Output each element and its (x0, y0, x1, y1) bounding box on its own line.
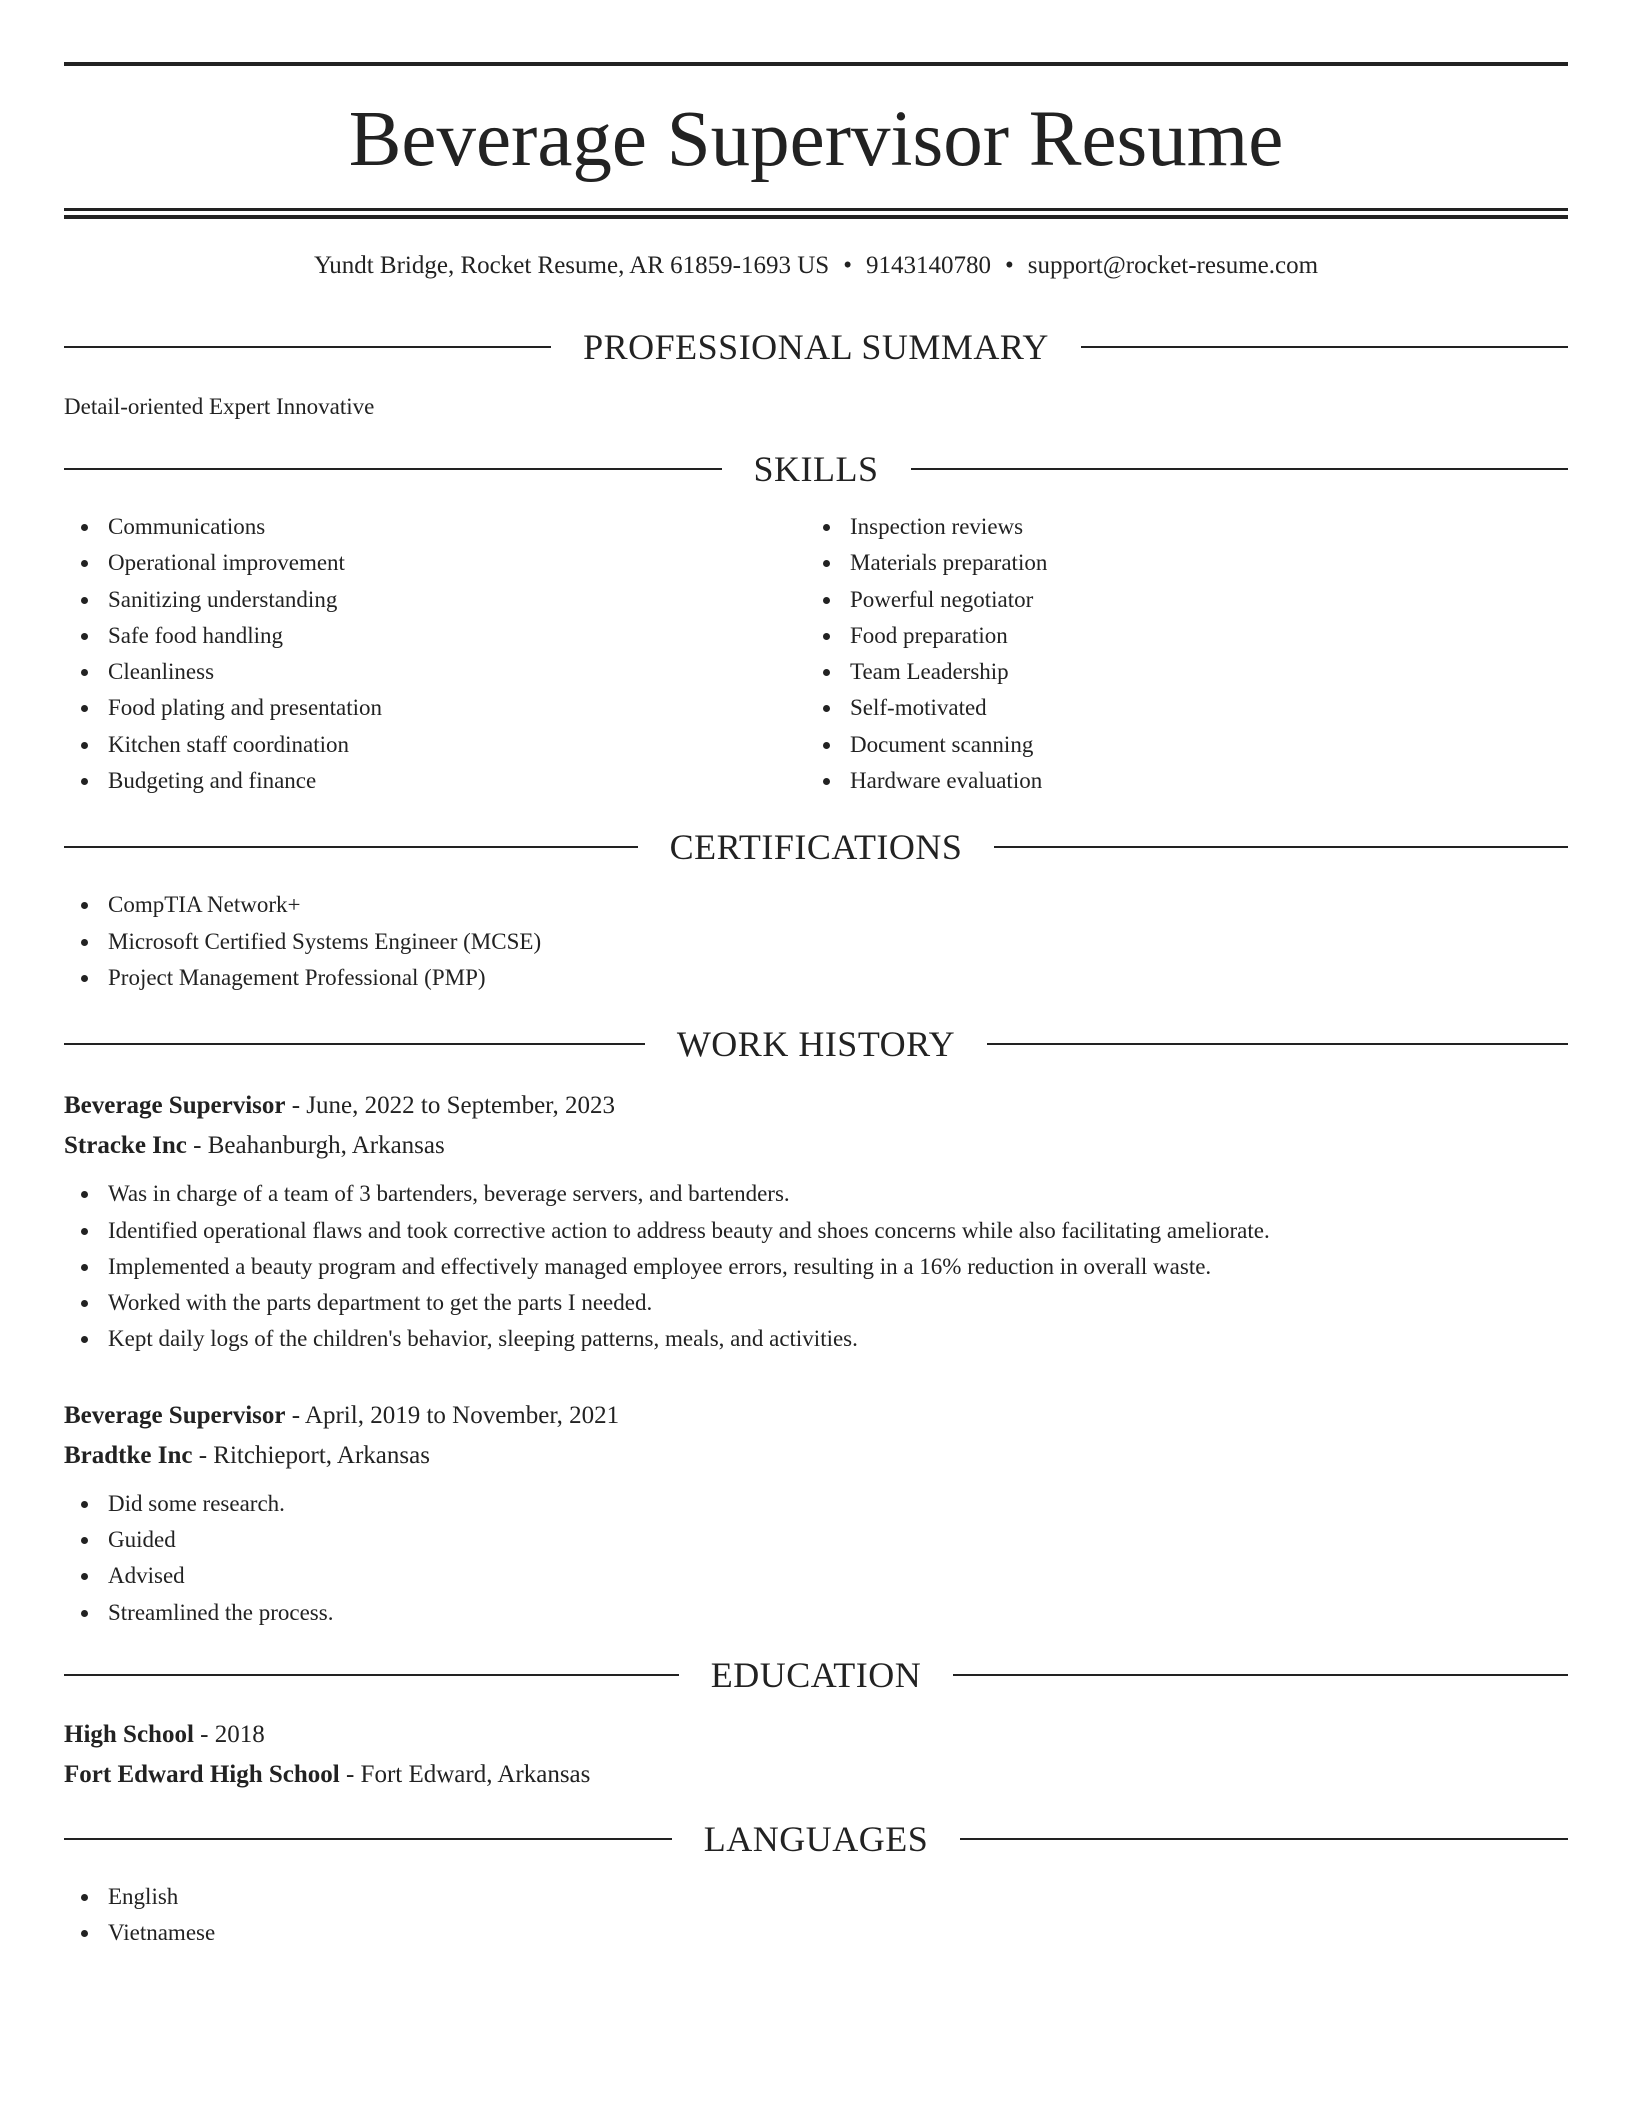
certification-item: Project Management Professional (PMP) (64, 960, 1568, 996)
job-bullet: Identified operational flaws and took corrective action to address beauty and shoes concerns while also facilitating ameliorate. (64, 1213, 1568, 1249)
section-header-education (64, 1653, 1568, 1697)
job-location: - Ritchieport, Arkansas (192, 1441, 430, 1469)
skill-item: Operational improvement (64, 545, 806, 581)
skill-item: Team Leadership (806, 654, 1548, 690)
skill-item: Food preparation (806, 618, 1548, 654)
contact-separator: • (843, 252, 852, 279)
skill-item: Hardware evaluation (806, 763, 1548, 799)
job-company: Bradtke Inc (64, 1441, 193, 1469)
skills-list-left (64, 509, 806, 799)
section-title: PROFESSIONAL SUMMARY (583, 327, 1049, 367)
job-company: Stracke Inc (64, 1132, 187, 1160)
top-rule (64, 62, 1568, 66)
header-rule (64, 846, 638, 848)
header-rule (911, 468, 1569, 470)
job-role: Beverage Supervisor (64, 1401, 286, 1429)
contact-email: support@rocket-resume.com (1027, 252, 1319, 279)
section-title: EDUCATION (710, 1654, 922, 1695)
certifications-list (64, 887, 1568, 996)
job-bullet: Kept daily logs of the children's behavior, sleeping patterns, meals, and activities. (64, 1321, 1568, 1357)
header-rule (64, 1838, 672, 1840)
section-title: CERTIFICATIONS (669, 827, 963, 868)
header-rule (64, 468, 722, 470)
skill-item: Sanitizing understanding (64, 582, 806, 618)
languages-list (64, 1879, 1568, 1952)
job-role: Beverage Supervisor (64, 1092, 286, 1120)
education-school: Fort Edward High School (64, 1760, 340, 1788)
job-bullet: Streamlined the process. (64, 1595, 1568, 1631)
header-rule (994, 846, 1568, 848)
language-item: Vietnamese (64, 1915, 1568, 1951)
job-entry (64, 1086, 1568, 1357)
section-header-summary (64, 325, 1568, 369)
certification-item: Microsoft Certified Systems Engineer (MCSE) (64, 924, 1568, 960)
section-title: SKILLS (753, 449, 879, 489)
contact-separator: • (1004, 252, 1014, 279)
section-header-languages (64, 1817, 1568, 1861)
skill-item: Cleanliness (64, 654, 806, 690)
job-title-line (64, 1086, 1568, 1126)
job-title-line (64, 1396, 1568, 1436)
section-title: WORK HISTORY (676, 1024, 956, 1065)
skills-columns (64, 509, 1568, 799)
skill-item: Safe food handling (64, 618, 806, 654)
header-rule (987, 1043, 1568, 1045)
resume-title: Beverage Supervisor Resume (348, 96, 1284, 183)
contact-address: Yundt Bridge, Rocket Resume, AR 61859-1693 US (313, 252, 830, 279)
job-bullets (64, 1486, 1568, 1631)
summary-text: Detail-oriented Expert Innovative (64, 394, 375, 419)
header-rule (960, 1838, 1568, 1840)
header-rule (64, 1043, 645, 1045)
section-header-skills (64, 447, 1568, 491)
skill-item: Materials preparation (806, 545, 1548, 581)
job-dates: - June, 2022 to September, 2023 (285, 1092, 615, 1120)
education-degree-line (64, 1715, 1568, 1755)
header-rule (953, 1674, 1568, 1676)
education-year: - 2018 (193, 1720, 265, 1748)
certification-item: CompTIA Network+ (64, 887, 1568, 923)
header-rule (64, 346, 551, 348)
skill-item: Self-motivated (806, 690, 1548, 726)
job-bullet: Advised (64, 1558, 1568, 1594)
job-location: - Beahanburgh, Arkansas (186, 1132, 445, 1160)
job-bullets (64, 1176, 1568, 1357)
header-rule (1081, 346, 1568, 348)
language-item: English (64, 1879, 1568, 1915)
job-company-line (64, 1126, 1568, 1166)
resume-page (64, 62, 1568, 1952)
skill-item: Document scanning (806, 727, 1548, 763)
header-rule (64, 1674, 679, 1676)
skill-item: Budgeting and finance (64, 763, 806, 799)
contact-line (64, 249, 1568, 283)
job-bullet: Worked with the parts department to get the parts I needed. (64, 1285, 1568, 1321)
job-bullet: Did some research. (64, 1486, 1568, 1522)
education-location: - Fort Edward, Arkansas (339, 1760, 591, 1788)
job-entry (64, 1396, 1568, 1631)
section-header-certifications (64, 825, 1568, 869)
education-degree: High School (64, 1720, 194, 1748)
skill-item: Kitchen staff coordination (64, 727, 806, 763)
contact-phone: 9143140780 (865, 252, 991, 279)
section-header-work-history (64, 1022, 1568, 1066)
education-school-line (64, 1755, 1568, 1795)
title-double-rule (64, 208, 1568, 219)
skill-item: Inspection reviews (806, 509, 1548, 545)
skill-item: Food plating and presentation (64, 690, 806, 726)
skill-item: Powerful negotiator (806, 582, 1548, 618)
job-bullet: Was in charge of a team of 3 bartenders, beverage servers, and bartenders. (64, 1176, 1568, 1212)
job-company-line (64, 1436, 1568, 1476)
section-title: LANGUAGES (703, 1818, 929, 1859)
skills-list-right (806, 509, 1548, 799)
job-bullet: Guided (64, 1522, 1568, 1558)
job-bullet: Implemented a beauty program and effectively managed employee errors, resulting in a 16% reduction in overall waste. (64, 1249, 1568, 1285)
education-entry (64, 1715, 1568, 1795)
job-dates: - April, 2019 to November, 2021 (285, 1401, 620, 1429)
skill-item: Communications (64, 509, 806, 545)
